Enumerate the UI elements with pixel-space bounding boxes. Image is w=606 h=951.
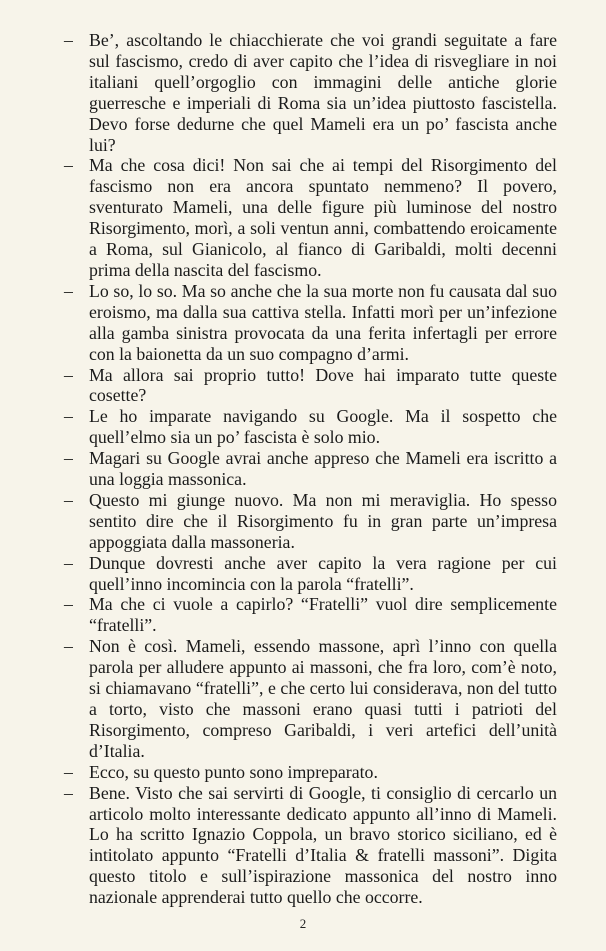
dialogue-paragraph: Ecco, su questo punto sono impreparato. [89, 761, 378, 782]
dialogue-line [64, 636, 557, 761]
dialogue-line [64, 406, 557, 448]
dialogue-dash: – [64, 30, 73, 50]
dialogue-line [64, 490, 557, 553]
dialogue-text [64, 30, 557, 908]
dialogue-paragraph: Lo so, lo so. Ma so anche che la sua morte non fu causata dal suo eroismo, ma dalla sua cattiva stella. Infatti morì per un’infezione alla gamba sinistra provocata da una ferita infertagli per errore con la baionetta da un suo compagno d’armi. [89, 280, 557, 364]
dialogue-paragraph: Ma allora sai proprio tutto! Dove hai imparato tutte queste cosette? [89, 364, 557, 406]
dialogue-dash: – [64, 489, 73, 510]
dialogue-dash: – [64, 448, 73, 469]
dialogue-dash: – [64, 155, 73, 176]
dialogue-paragraph: Magari su Google avrai anche appreso che Mameli era iscritto a una loggia massonica. [89, 448, 557, 490]
dialogue-line [64, 155, 557, 280]
dialogue-dash: – [64, 406, 73, 427]
dialogue-line [64, 30, 557, 155]
dialogue-line [64, 281, 557, 365]
dialogue-dash: – [64, 761, 73, 782]
dialogue-line [64, 553, 557, 595]
dialogue-paragraph: Ma che ci vuole a capirlo? “Fratelli” vuol dire semplicemente “fratelli”. [89, 594, 557, 636]
dialogue-dash: – [64, 594, 73, 615]
page-number: 2 [299, 916, 307, 931]
dialogue-dash: – [64, 280, 73, 301]
dialogue-line [64, 448, 557, 490]
dialogue-line [64, 594, 557, 636]
dialogue-paragraph: Be’, ascoltando le chiacchierate che voi grandi seguitate a fare sul fascismo, credo di aver capito che l’idea di risvegliare in noi italiani quell’orgoglio con immagini delle antiche glorie guerresche e imperiali di Roma sia un’idea piuttosto fascistella. Devo forse dedurne che quel Mameli era un po’ fascista anche lui? [89, 30, 557, 155]
dialogue-paragraph: Bene. Visto che sai servirti di Google, ti consiglio di cercarlo un articolo molto interessante dedicato appunto all’inno di Mameli. Lo ha scritto Ignazio Coppola, un bravo storico siciliano, ed è intitolato appunto “Fratelli d’Italia & fratelli massoni”. Digita questo titolo e sull’ispirazione massonica del nostro inno nazionale apprenderai tutto quello che occorre. [89, 782, 557, 908]
dialogue-paragraph: Questo mi giunge nuovo. Ma non mi meraviglia. Ho spesso sentito dire che il Risorgimento fu in gran parte un’impresa appoggiata dalla massoneria. [89, 489, 557, 552]
dialogue-line [64, 762, 557, 783]
dialogue-dash: – [64, 782, 73, 803]
dialogue-paragraph: Dunque dovresti anche aver capito la vera ragione per cui quell’inno incomincia con la parola “fratelli”. [89, 552, 557, 594]
dialogue-dash: – [64, 636, 73, 657]
dialogue-dash: – [64, 552, 73, 573]
dialogue-line [64, 783, 557, 908]
dialogue-line [64, 365, 557, 407]
dialogue-paragraph: Le ho imparate navigando su Google. Ma il sospetto che quell’elmo sia un po’ fascista è solo mio. [89, 406, 557, 448]
dialogue-dash: – [64, 364, 73, 385]
dialogue-paragraph: Ma che cosa dici! Non sai che ai tempi del Risorgimento del fascismo non era ancora spuntato nemmeno? Il povero, sventurato Mameli, una delle figure più luminose del nostro Risorgimento, morì, a soli ventun anni, combattendo eroicamente a Roma, sul Gianicolo, al fianco di Garibaldi, molti decenni prima della nascita del fascismo. [89, 155, 557, 280]
dialogue-paragraph: Non è così. Mameli, essendo massone, aprì l’inno con quella parola per alludere appunto ai massoni, che fra loro, com’è noto, si chiamavano “fratelli”, e che certo lui considerava, non del tutto a torto, visto che massoni erano quasi tutti i patrioti del Risorgimento, compreso Garibaldi, i veri artefici dell’unità d’Italia. [89, 636, 557, 761]
